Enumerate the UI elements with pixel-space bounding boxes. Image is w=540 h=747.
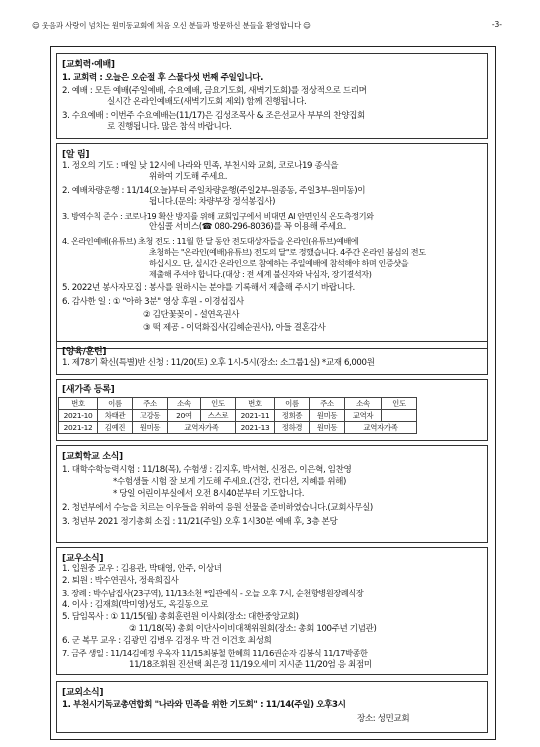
- table-cell: 2021-10: [59, 410, 98, 422]
- school-line: 1. 대학수학능력시험 : 11/18(목), 수험생 : 김지후, 박서현, 신정은, 이은혁, 임찬영: [62, 465, 352, 475]
- school-line: * 당일 어린이부실에서 오전 8시40분부터 기도합니다.: [113, 489, 305, 499]
- notice-line: 4. 온라인예배(유튜브) 초청 전도 : 11월 한 달 동안 전도대상자들을 온라인(유튜브)예배에: [62, 236, 359, 246]
- section-title: [알 림]: [62, 150, 90, 160]
- table-cell: 고강동: [133, 410, 168, 422]
- table-header: 소속: [345, 398, 382, 410]
- table-cell: 교역자가족: [345, 422, 417, 434]
- notice-line: 하십시오. 단, 실시간 온라인으로 참예하는 주일예배에 참석해야 하며 인증샷을: [149, 258, 409, 268]
- worship-line: 로 진행됩니다. 많은 참석 바랍니다.: [107, 122, 232, 132]
- table-header: 주소: [310, 398, 345, 410]
- union-section: [56, 681, 488, 733]
- table-cell: 정하경: [275, 422, 310, 434]
- section-title: [새가족 등록]: [62, 385, 115, 395]
- table-cell: 교역자: [345, 410, 382, 422]
- table-header: 이름: [275, 398, 310, 410]
- newfamily-table: [58, 397, 417, 434]
- section-title: [교외소식]: [62, 688, 104, 698]
- members-line: 11/18조휘원 진선택 최은경 11/19오세미 지시준 11/20엄 응 최점미: [129, 660, 372, 670]
- table-header: 주소: [133, 398, 168, 410]
- table-cell: 스스로: [201, 410, 236, 422]
- table-cell: 차태관: [98, 410, 133, 422]
- notice-line: ② 김단꽃꽂이 - 설연옥권사: [143, 310, 240, 320]
- header-title: ☺ 웃음과 사랑이 넘치는 원미동교회에 처음 오신 분들과 방문하신 분들을 환영합니다 ☺: [32, 21, 311, 30]
- table-cell: 김예진: [98, 422, 133, 434]
- section-title: [교회력·예배]: [62, 60, 115, 70]
- union-line: 1. 부천시기독교총연합회 "나라와 민족을 위한 기도회" : 11/14(주일) 오후3시: [62, 700, 346, 710]
- page-number: -3-: [491, 20, 502, 29]
- worship-line: 1. 교회력 : 오늘은 오순절 후 스물다섯 번째 주일입니다.: [62, 73, 264, 83]
- worship-line: 2. 예배 : 모든 예배(주일예배, 수요예배, 금요기도회, 새벽기도회)를 정상적으로 드리며: [62, 86, 367, 96]
- table-header: 번호: [236, 398, 275, 410]
- worship-line: 실시간 온라인예배도(새벽기도회 제외) 함께 진행됩니다.: [107, 97, 307, 107]
- bulletin-frame: [50, 46, 496, 740]
- table-cell: 2021-13: [236, 422, 275, 434]
- table-cell: 교역자가족: [168, 422, 236, 434]
- table-cell: 원미동: [310, 422, 345, 434]
- notice-line: ③ 떡 제공 - 이덕화집사(김혜순권사), 아들 결혼감사: [143, 323, 326, 333]
- school-line: *수험생들 시험 잘 보게 기도해 주세요.(건강, 컨디션, 지혜를 위해): [113, 477, 346, 487]
- members-line: 1. 입원중 교우 : 김용관, 박태영, 안주, 이상녀: [62, 564, 222, 574]
- worship-line: 3. 수요예배 : 이번주 수요예배는(11/17)은 김성조목사 & 조은선교사 부부의 찬양집회: [62, 111, 365, 121]
- table-header: 인도: [201, 398, 236, 410]
- worship-section: [56, 53, 488, 139]
- table-cell: 정희종: [275, 410, 310, 422]
- notice-line: 안심콜 서비스(☎ 080-296-8036)를 꼭 이용해 주세요.: [149, 222, 346, 232]
- table-header: 인도: [382, 398, 417, 410]
- notice-section: [56, 143, 488, 349]
- table-row: [59, 422, 417, 434]
- notice-line: 초청하는 "온라인(예배)유튜브) 전도의 달"로 정했습니다. 4주간 온라인 붐심의 전도: [149, 247, 426, 257]
- notice-line: 3. 방역수칙 준수 : 코로나19 확산 방지를 위해 교회입구에서 비대면 AI 안면인식 온도측정기와: [62, 211, 374, 221]
- training-section: [56, 341, 488, 375]
- members-line: 3. 장례 : 박수남집사(23구역), 11/13소천 *입관예식 - 오늘 오후 7시, 순천향병원장례식장: [62, 588, 364, 598]
- table-cell: 20여: [168, 410, 201, 422]
- notice-line: 1. 정오의 기도 : 매일 낮 12시에 나라와 민족, 부천시와 교회, 코로나19 종식을: [62, 161, 339, 171]
- table-cell: 2021-11: [236, 410, 275, 422]
- school-line: 3. 청년부 2021 정기총회 소집 : 11/21(주일) 오후 1시30분 예배 후, 3층 본당: [62, 517, 338, 527]
- notice-line: 위하여 기도해 주세요.: [149, 172, 228, 182]
- union-line: 장소: 성민교회: [357, 714, 410, 724]
- table-cell: 2021-12: [59, 422, 98, 434]
- table-header: 소속: [168, 398, 201, 410]
- members-line: 4. 이사 : 김재희(박미영)성도, 옥길동으로: [62, 600, 208, 610]
- members-line: 5. 담임목사 : ① 11/15(월) 총회훈련원 이사회(장소: 대한중앙교회): [62, 612, 299, 622]
- school-line: 2. 청년부에서 수능을 치르는 이우들을 위하여 응원 선물을 준비하였습니다.(교회사무실): [62, 503, 373, 513]
- table-header-row: [59, 398, 417, 410]
- table-cell: 원미동: [133, 422, 168, 434]
- section-title: [교회학교 소식]: [62, 452, 123, 462]
- table-header: 이름: [98, 398, 133, 410]
- members-line: 2. 퇴원 : 박수연권사, 정육희집사: [62, 576, 179, 586]
- members-section: [56, 547, 488, 675]
- members-line: 7. 금주 생일 : 11/14김예정 우옥자 11/15최봉철 한혜희 11/16권순자 김봉식 11/17박종한: [62, 648, 368, 658]
- training-line: 1. 제78기 확신(특별)반 신청 : 11/20(토) 오후 1시-5시(장소: 소그룹1실) *교재 6,000원: [62, 358, 375, 368]
- notice-line: 2. 예배차량운행 : 11/14(오늘)부터 주일차량운행(주일2부-원종동, 주일3부-원미동)이: [62, 186, 366, 196]
- members-line: ② 11/18(목) 총회 이단사이비대책위원회(장소: 총회 100주년 기념관): [129, 624, 377, 634]
- notice-line: 6. 감사한 일 : ① "아하 3분" 영상 후원 - 이경섭집사: [62, 297, 244, 307]
- section-title: [양육/훈련]: [62, 347, 107, 357]
- table-cell: [382, 410, 417, 422]
- section-title: [교우소식]: [62, 554, 104, 564]
- notice-line: 5. 2022년 봉사자모집 : 봉사를 원하시는 분야를 기록해서 제출해 주시기 바랍니다.: [62, 283, 355, 293]
- notice-line: 됩니다.(문의: 차량부장 정석봉집사): [149, 197, 276, 207]
- table-header: 번호: [59, 398, 98, 410]
- table-cell: 원미동: [310, 410, 345, 422]
- table-row: [59, 410, 417, 422]
- members-line: 6. 군 복무 교우 : 김광민 김병우 김정우 박 건 이건호 최성희: [62, 636, 272, 646]
- school-section: [56, 445, 488, 543]
- notice-line: 제출해 주셔야 합니다.(대상 : 전 세계 불신자와 낙심자, 장기결석자): [149, 269, 372, 279]
- page-header: [0, 20, 540, 34]
